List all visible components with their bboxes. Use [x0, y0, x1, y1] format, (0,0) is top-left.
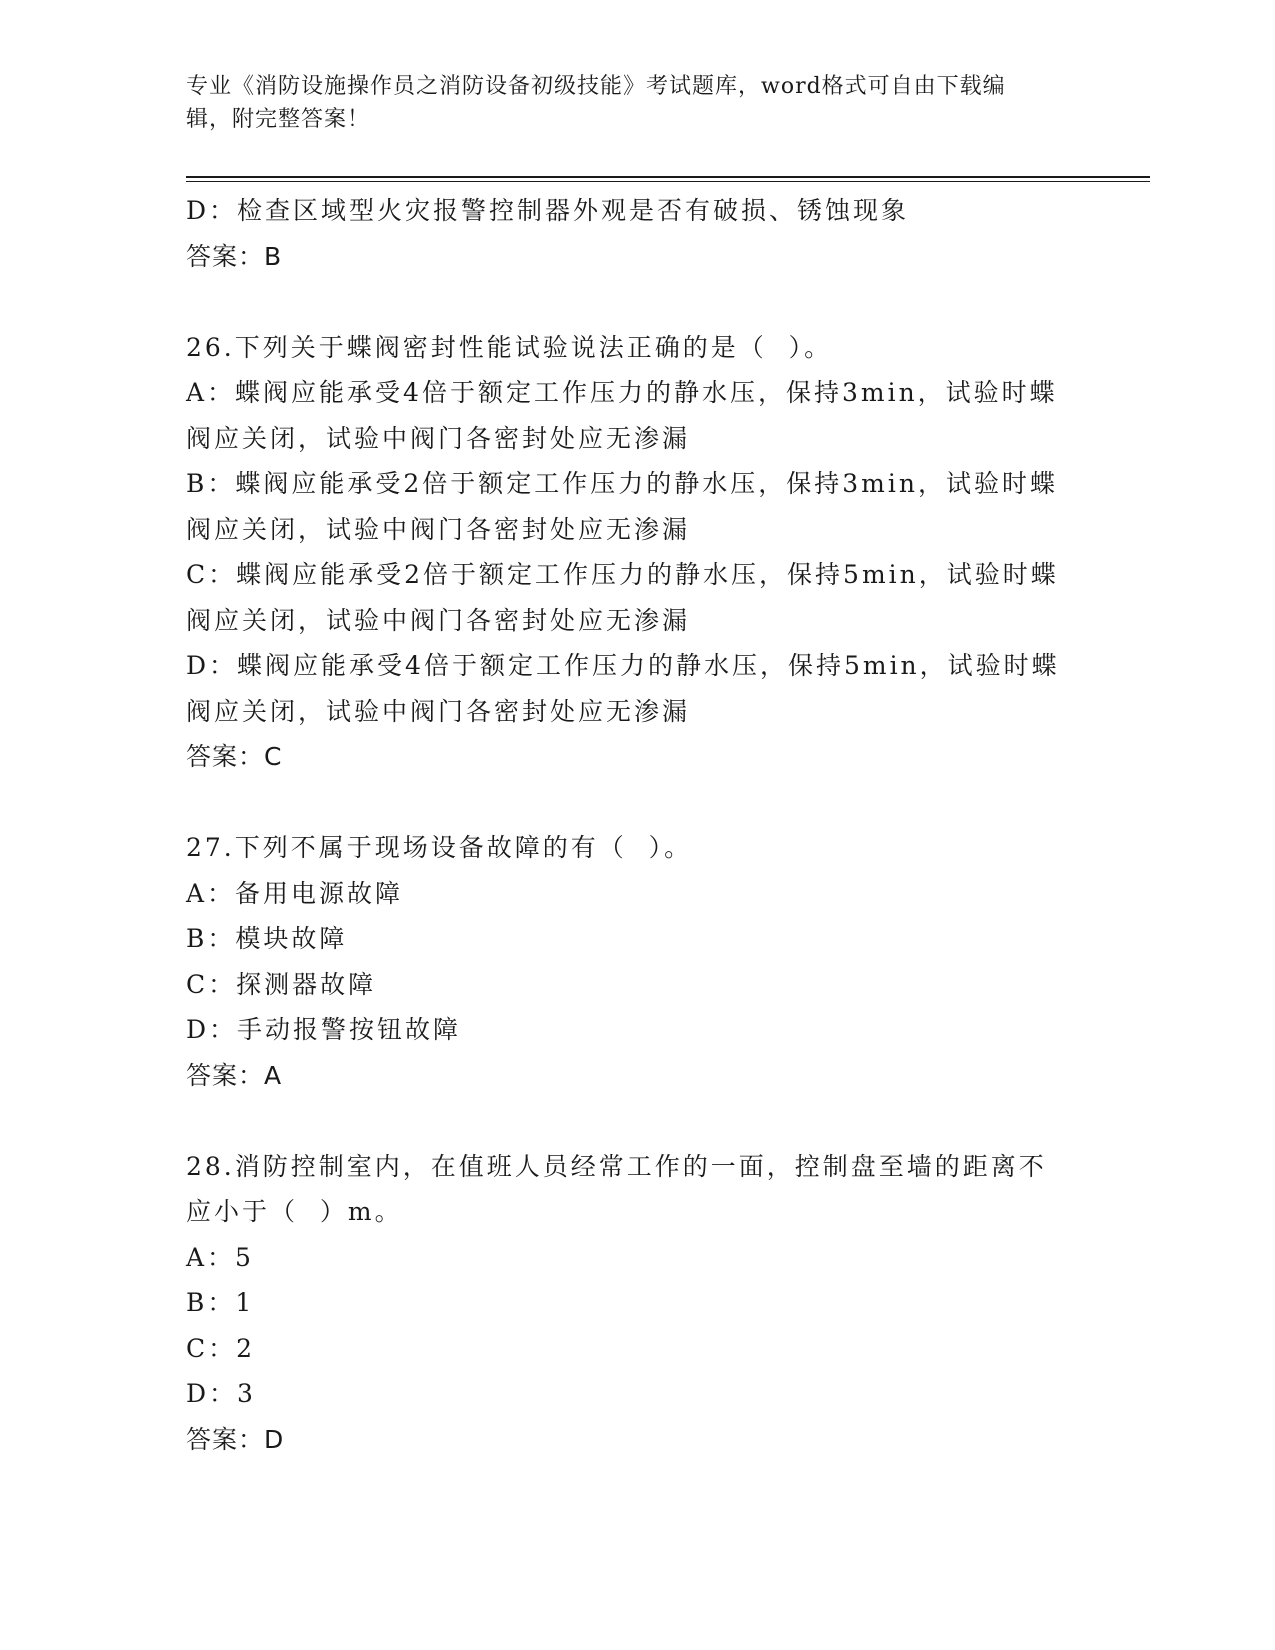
question-stem: 26.下列关于蝶阀密封性能试验说法正确的是（ ）。 [186, 332, 833, 362]
option-c: C：探测器故障 [186, 969, 377, 999]
question-27 [186, 825, 1086, 1098]
option-c: C：2 [186, 1333, 256, 1363]
option-a: A：5 [186, 1242, 254, 1272]
header-rule-thin [186, 181, 1150, 182]
option-c-line-2: 阀应关闭，试验中阀门各密封处应无渗漏 [186, 605, 691, 635]
answer: 答案：A [186, 1060, 283, 1090]
spacer [186, 279, 1086, 325]
question-stem-line-1: 28.消防控制室内，在值班人员经常工作的一面，控制盘至墙的距离不 [186, 1151, 1047, 1181]
option-d-line-2: 阀应关闭，试验中阀门各密封处应无渗漏 [186, 696, 691, 726]
spacer [186, 780, 1086, 826]
question-25-tail [186, 188, 1086, 279]
option-d-line-1: D：蝶阀应能承受4倍于额定工作压力的静水压，保持5min，试验时蝶 [186, 651, 1060, 680]
question-stem-line-2: 应小于（ ）m。 [186, 1197, 403, 1226]
option-b: B：1 [186, 1288, 255, 1317]
option-a: A：备用电源故障 [186, 878, 404, 908]
option-a-line-2: 阀应关闭，试验中阀门各密封处应无渗漏 [186, 423, 691, 453]
question-stem: 27.下列不属于现场设备故障的有（ ）。 [186, 833, 693, 862]
document-header [186, 70, 1066, 136]
option-d: D：3 [186, 1379, 256, 1408]
header-rule-thick [186, 176, 1150, 178]
option-b-line-1: B：蝶阀应能承受2倍于额定工作压力的静水压，保持3min，试验时蝶 [186, 469, 1058, 498]
option-d: D：检查区域型火灾报警控制器外观是否有破损、锈蚀现象 [186, 196, 910, 225]
option-a-line-1: A：蝶阀应能承受4倍于额定工作压力的静水压，保持3min，试验时蝶 [186, 378, 1058, 407]
question-28 [186, 1144, 1086, 1463]
answer: 答案：B [186, 241, 283, 271]
question-26 [186, 325, 1086, 780]
option-b: B：模块故障 [186, 924, 348, 953]
answer: 答案：C [186, 742, 283, 771]
option-c-line-1: C：蝶阀应能承受2倍于额定工作压力的静水压，保持5min，试验时蝶 [186, 560, 1059, 589]
header-line-1: 专业《消防设施操作员之消防设备初级技能》考试题库，word格式可自由下载编 [186, 74, 1006, 99]
spacer [186, 1098, 1086, 1144]
answer: 答案：D [186, 1424, 285, 1454]
question-list [186, 188, 1086, 1462]
header-line-2: 辑，附完整答案！ [186, 107, 371, 132]
option-b-line-2: 阀应关闭，试验中阀门各密封处应无渗漏 [186, 514, 691, 544]
option-d: D：手动报警按钮故障 [186, 1015, 462, 1044]
